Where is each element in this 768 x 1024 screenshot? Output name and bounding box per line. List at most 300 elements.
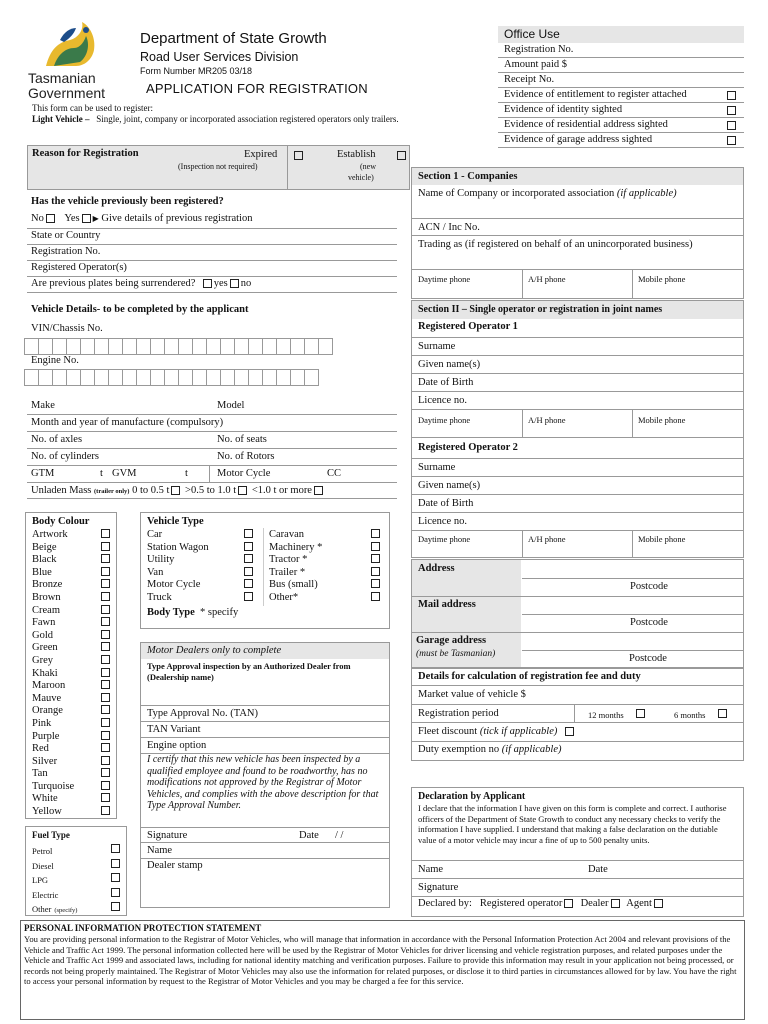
vehicle-type-checkbox[interactable] [371,567,380,576]
company-name-field[interactable] [412,185,743,219]
vehicle-type-label: Machinery * [269,541,323,553]
mail-postcode[interactable]: Postcode [630,617,668,628]
s1-daytime-phone[interactable]: Daytime phone [418,274,471,284]
vehicle-type-row [269,567,382,580]
registration-period-label: Registration period [418,708,499,719]
vehicle-type-checkbox[interactable] [371,542,380,551]
office-amount-paid[interactable]: Amount paid $ [498,58,744,73]
s1-phone-divider-2 [632,270,633,299]
op1-given-names[interactable]: Given name(s) [412,356,743,374]
unladen-note: (trailer only) [94,488,130,495]
garage-address-label: Garage address [416,635,487,646]
duty-exemption-note: (if applicable) [501,744,562,755]
body-colour-row [32,705,112,718]
plates-yes-checkbox[interactable] [203,279,212,288]
vehicle-type-row [147,592,255,605]
vehicle-type-label: Other* [269,591,299,603]
body-colour-label: Fawn [32,617,56,629]
fuel-type-label: Electric [32,889,59,900]
body-colour-label: Gold [32,629,53,641]
op2-mobile-phone[interactable]: Mobile phone [638,534,686,544]
establish-note-2: vehicle) [348,173,374,182]
body-colour-label: Bronze [32,579,63,591]
op2-phone-divider-1 [522,531,523,558]
declared-by-row [418,898,665,909]
light-vehicle-line [32,114,399,124]
body-colour-checkbox[interactable] [101,756,110,765]
evidence-residential-row [498,118,744,133]
s1-mobile-phone[interactable]: Mobile phone [638,274,686,284]
declared-agent-label: Agent [626,898,652,909]
previous-registration-question: Has the vehicle previously been registered? [31,196,224,207]
previous-yes-checkbox[interactable] [82,214,91,223]
body-colour-row [32,668,112,681]
gtm-unit: t [100,468,103,479]
op2-given-names[interactable]: Given name(s) [412,477,743,495]
declared-operator-checkbox[interactable] [564,899,573,908]
gtm-label[interactable]: GTM [31,468,55,479]
body-colour-row [32,768,112,781]
body-colour-checkbox[interactable] [101,743,110,752]
body-colour-checkbox[interactable] [101,579,110,588]
plates-surrendered-row [27,277,397,293]
motor-dealers-panel [140,642,390,908]
dealer-name-field[interactable]: Name [141,843,389,859]
vehicle-type-label: Station Wagon [147,541,209,553]
address-panel [411,559,744,668]
vehicle-type-checkbox[interactable] [244,554,253,563]
reason-divider [287,146,288,190]
evidence-entitlement-row [498,88,744,103]
form-number: Form Number MR205 03/18 [140,66,253,76]
body-colour-panel [25,512,117,819]
fee-details-panel [411,668,744,761]
address-inner-3 [522,650,743,651]
vehicle-type-label: Utility [147,554,175,566]
privacy-text: You are providing personal information to the Registrar of Motor Vehicles, who will manage that information in accordance with the Personal Information Protection Act 2004 and relevant provisions of the Vehicle and Traffic Act 1999. The personal information collected here will be used by the Registrar of Motor Vehicles for driver licensing and vehicle registration purposes, and related purposes under the Vehicle and Traffic Act 1999 and associated laws, including for national identity matching and verification purposes. Failure to provide this information may result in your application not being processed, or records not being properly maintained. The Registrar of Motor Vehicles may also use the information for related purposes, or disclose it to third parties in circumstances allowed for by law. You have the right to access your personal information by request to the Registrar of Motor Vehicles and you may be charged a fee for this service. [24,934,737,987]
body-colour-row [32,579,112,592]
vehicle-type-label: Caravan [269,529,304,540]
body-colour-checkbox[interactable] [101,529,110,538]
reason-label: Reason for Registration [32,148,139,159]
cylinders-rotors-row [27,449,397,466]
form-title: APPLICATION FOR REGISTRATION [146,81,368,96]
light-vehicle-label: Light Vehicle – [32,114,90,124]
body-colour-label: Red [32,743,49,755]
make-model-row [27,398,397,415]
op1-licence[interactable]: Licence no. [412,392,743,410]
axles-seats-row [27,432,397,449]
body-colour-checkbox[interactable] [101,731,110,740]
unladen-opt1-label: 0 to 0.5 t [132,485,170,496]
vin-label: VIN/Chassis No. [31,323,103,334]
operator1-title: Registered Operator 1 [418,321,518,332]
vehicle-type-checkbox[interactable] [244,529,253,538]
vehicle-type-label: Van [147,566,164,578]
body-colour-row [32,743,112,756]
evidence-identity-label: Evidence of identity sighted [504,104,623,115]
fleet-discount-checkbox[interactable] [565,727,574,736]
fuel-type-row [32,888,122,903]
declared-dealer-label: Dealer [580,898,609,909]
fuel-type-title: Fuel Type [32,830,70,840]
body-colour-row [32,793,112,806]
mass-row [27,466,397,483]
address-divider-1 [412,596,743,597]
fuel-type-checkbox[interactable] [111,902,120,911]
fuel-other-specify: (specify) [54,907,78,914]
body-colour-row [32,806,112,819]
body-type-label: Body Type [147,607,195,618]
body-colour-row [32,617,112,630]
unladen-label: Unladen Mass [31,485,92,496]
tan-variant-field[interactable]: TAN Variant [141,722,389,738]
vehicle-type-row [147,554,255,567]
fuel-type-checkbox[interactable] [111,844,120,853]
body-colour-checkbox[interactable] [101,655,110,664]
seats-label[interactable]: No. of seats [217,434,267,445]
mass-divider [209,466,210,482]
vehicle-details-title: Vehicle Details- to be completed by the applicant [31,304,249,315]
body-colour-checkbox[interactable] [101,693,110,702]
vehicle-type-label: Tractor * [269,554,308,566]
previous-no-checkbox[interactable] [46,214,55,223]
op2-title-row [412,438,743,459]
cc-label: CC [327,468,342,479]
section1-companies-panel [411,167,744,299]
unladen-opt1-checkbox[interactable] [171,486,180,495]
op2-licence[interactable]: Licence no. [412,513,743,531]
arrow-right-icon: ▶ [92,214,99,223]
body-colour-checkbox[interactable] [101,806,110,815]
vehicle-type-row [269,542,382,555]
trading-as-field[interactable]: Trading as (if registered on behalf of an unincorporated business) [412,236,743,270]
gvm-unit: t [185,468,188,479]
mail-address-label: Mail address [418,599,476,610]
vehicle-type-row [147,529,255,542]
previous-registered-operators[interactable]: Registered Operator(s) [27,261,397,277]
dealer-signature-label[interactable]: Signature [147,830,188,841]
fuel-type-checkbox[interactable] [111,873,120,882]
unladen-opt3-checkbox[interactable] [314,486,323,495]
division-name: Road User Services Division [140,50,299,64]
vehicle-type-checkbox[interactable] [371,579,380,588]
motor-cycle-label[interactable]: Motor Cycle [217,468,271,479]
body-colour-checkbox[interactable] [101,617,110,626]
thylacine-logo-icon [40,20,102,70]
fee-title-row [412,669,743,686]
vehicle-type-row [269,592,382,605]
garage-postcode[interactable]: Postcode [629,653,667,664]
company-name-label: Name of Company or incorporated association [418,188,615,199]
rotors-label[interactable]: No. of Rotors [217,451,275,462]
body-colour-checkbox[interactable] [101,668,110,677]
tan-field[interactable]: Type Approval No. (TAN) [141,706,389,722]
body-colour-row [32,554,112,567]
make-label[interactable]: Make [31,400,55,411]
months-6-checkbox[interactable] [718,709,727,718]
fuel-type-label: LPG [32,875,49,885]
unladen-opt3-label: <1.0 t or more [251,485,312,496]
duty-exemption-label: Duty exemption no [418,744,500,755]
vehicle-type-checkbox[interactable] [244,579,253,588]
office-use-panel [498,26,744,152]
vehicle-type-checkbox[interactable] [244,592,253,601]
declaration-date[interactable]: Date [588,864,608,875]
vehicle-type-col2 [269,529,382,605]
op1-phone-divider-1 [522,410,523,437]
plates-question: Are previous plates being surrendered? [31,278,196,289]
establish-label: Establish [337,149,376,160]
body-colour-label: Purple [32,730,60,742]
intro-text: This form can be used to register: [32,103,153,113]
body-colour-checkbox[interactable] [101,705,110,714]
body-colour-label: Grey [32,654,53,666]
fuel-type-list [32,844,122,919]
vehicle-type-checkbox[interactable] [244,542,253,551]
evidence-garage-row [498,133,744,148]
body-colour-label: Cream [32,604,60,616]
fuel-type-checkbox[interactable] [111,859,120,868]
address-postcode[interactable]: Postcode [630,581,668,592]
fuel-type-row [32,844,122,859]
garage-address-note: (must be Tasmanian) [416,649,496,659]
body-colour-label: Green [32,642,58,654]
privacy-statement-panel [20,920,745,1020]
body-colour-label: Tan [32,768,48,780]
fuel-type-row [32,873,122,888]
months-12-checkbox[interactable] [636,709,645,718]
fee-title: Details for calculation of registration fee and duty [418,671,641,682]
op2-daytime-phone[interactable]: Daytime phone [418,534,471,544]
light-vehicle-text: Single, joint, company or incorporated association registered operators only trailers. [96,114,399,124]
evidence-entitlement-checkbox[interactable] [727,91,736,100]
s1-phone-divider-1 [522,270,523,299]
dealer-signature-row [141,827,389,843]
fuel-type-panel [25,826,127,916]
section1-title: Section 1 - Companies [412,168,743,185]
body-colour-row [32,781,112,794]
vehicle-type-label: Car [147,529,163,540]
acn-field[interactable]: ACN / Inc No. [412,219,743,236]
vehicle-type-label: Bus (small) [269,579,318,591]
evidence-entitlement-label: Evidence of entitlement to register attached [504,89,687,100]
body-colour-checkbox[interactable] [101,768,110,777]
declaration-panel [411,787,744,917]
fuel-type-label: Diesel [32,860,54,871]
fuel-type-label: Petrol [32,846,53,856]
op1-surname[interactable]: Surname [412,338,743,356]
evidence-identity-checkbox[interactable] [727,106,736,115]
address-label: Address [418,563,455,574]
body-colour-checkbox[interactable] [101,781,110,790]
fleet-discount-row [412,723,743,742]
declared-dealer-checkbox[interactable] [611,899,620,908]
registration-period-row [412,705,743,723]
dealer-date-separator: / / [335,830,344,841]
op2-dob[interactable]: Date of Birth [412,495,743,513]
body-colour-checkbox[interactable] [101,605,110,614]
body-colour-checkbox[interactable] [101,680,110,689]
body-colour-label: Pink [32,717,52,729]
body-colour-checkbox[interactable] [101,542,110,551]
declared-agent-checkbox[interactable] [654,899,663,908]
body-colour-checkbox[interactable] [101,718,110,727]
body-colour-label: Yellow [32,806,62,818]
body-type-specify: * specify [200,607,239,618]
op1-title-row [412,319,743,338]
body-colour-row [32,718,112,731]
body-colour-label: Khaki [32,667,58,679]
body-colour-checkbox[interactable] [101,592,110,601]
declaration-text: I declare that the information I have given on this form is complete and correct. I authorise officers of the Department of State Growth to conduct any necessary checks to verify the information I have supplied. I understand that making a false declaration on the dutiable value of a motor vehicle may incur a fine of up to 500 penalty units. [418,803,727,845]
op1-ah-phone[interactable]: A/H phone [528,415,566,425]
declaration-title: Declaration by Applicant [418,791,526,802]
body-colour-checkbox[interactable] [101,793,110,802]
address-inner-1 [522,578,743,579]
body-colour-label: Black [32,554,57,566]
declaration-name[interactable]: Name [418,864,444,875]
declaration-name-row [412,860,743,879]
vehicle-type-checkbox[interactable] [371,529,380,538]
fuel-type-checkbox[interactable] [111,888,120,897]
declared-by-label: Declared by: [418,898,472,909]
evidence-garage-label: Evidence of garage address sighted [504,134,653,145]
op1-daytime-phone[interactable]: Daytime phone [418,415,471,425]
office-registration-no[interactable]: Registration No. [498,43,744,58]
vehicle-type-label: Motor Cycle [147,579,201,591]
op1-dob[interactable]: Date of Birth [412,374,743,392]
establish-note-1: (new [360,162,376,171]
body-colour-row [32,655,112,668]
body-colour-list [32,529,112,819]
previous-give-details: Give details of previous registration [101,213,253,224]
body-colour-label: White [32,793,58,805]
section2-title: Section II – Single operator or registration in joint names [412,301,743,319]
op1-phone-divider-2 [632,410,633,437]
declared-operator-label: Registered operator [479,898,563,909]
dealer-stamp-label[interactable]: Dealer stamp [147,860,203,871]
department-name: Department of State Growth [140,30,327,47]
fuel-type-row [32,902,122,919]
body-colour-checkbox[interactable] [101,630,110,639]
plates-no-checkbox[interactable] [230,279,239,288]
body-colour-label: Blue [32,566,52,578]
plates-yes-label: yes [213,278,228,289]
vehicle-type-row [269,579,382,592]
office-receipt-no[interactable]: Receipt No. [498,73,744,88]
op2-phone-divider-2 [632,531,633,558]
section2-operators-panel [411,300,744,558]
previous-no-label: No [31,213,44,224]
body-type-row[interactable] [147,607,238,618]
vehicle-type-checkbox[interactable] [244,567,253,576]
previous-yes-no-row [27,212,397,229]
body-colour-row [32,693,112,706]
dealer-date-label[interactable]: Date [299,830,319,841]
tasmanian-government-logo [28,20,106,101]
engine-label: Engine No. [31,355,79,366]
body-colour-title: Body Colour [32,516,90,527]
evidence-residential-checkbox[interactable] [727,121,736,130]
expired-label: Expired [244,149,278,160]
manufacture-date[interactable]: Month and year of manufacture (compulsory) [27,415,397,432]
months-6-label: 6 months [674,710,706,720]
unladen-opt2-checkbox[interactable] [238,486,247,495]
establish-checkbox[interactable] [397,151,406,160]
engine-cells[interactable] [24,369,318,386]
expired-checkbox[interactable] [294,151,303,160]
type-approval-from[interactable]: Type Approval inspection by an Authorized Dealer from (Dealership name) [147,661,351,682]
market-value-field[interactable]: Market value of vehicle $ [412,686,743,705]
engine-option-field[interactable]: Engine option [141,738,389,754]
duty-exemption-row[interactable] [418,744,561,755]
evidence-garage-checkbox[interactable] [727,136,736,145]
body-colour-checkbox[interactable] [101,567,110,576]
cylinders-label[interactable]: No. of cylinders [31,451,99,462]
vin-cells[interactable] [24,338,332,355]
logo-line-government: Government [28,85,106,101]
axles-label[interactable]: No. of axles [31,434,83,445]
reason-for-registration [27,145,410,190]
body-colour-row [32,680,112,693]
fleet-discount-note: (tick if applicable) [479,726,558,737]
previous-registration-no[interactable]: Registration No. [27,245,397,261]
vehicle-type-checkbox[interactable] [371,554,380,563]
body-colour-label: Turquoise [32,780,75,792]
body-colour-row [32,642,112,655]
dealer-spacer-row [141,692,389,706]
vehicle-type-row [147,542,255,555]
vehicle-type-row [269,554,382,567]
body-colour-checkbox[interactable] [101,554,110,563]
op2-phones-row [412,531,743,558]
op1-phones-row [412,410,743,438]
evidence-residential-label: Evidence of residential address sighted [504,119,668,130]
op2-surname[interactable]: Surname [412,459,743,477]
gvm-label[interactable]: GVM [112,468,137,479]
vehicle-type-label: Truck [147,591,172,603]
vehicle-type-title: Vehicle Type [147,516,204,527]
body-colour-row [32,605,112,618]
body-colour-row [32,592,112,605]
privacy-title: PERSONAL INFORMATION PROTECTION STATEMENT [24,923,262,933]
vehicle-type-divider [263,528,264,606]
op2-ah-phone[interactable]: A/H phone [528,534,566,544]
office-use-title: Office Use [498,26,744,43]
declaration-signature[interactable]: Signature [412,879,743,897]
op1-mobile-phone[interactable]: Mobile phone [638,415,686,425]
body-colour-row [32,542,112,555]
logo-line-tasmanian: Tasmanian [28,70,96,86]
address-inner-2 [522,614,743,615]
body-colour-checkbox[interactable] [101,642,110,651]
vehicle-type-checkbox[interactable] [371,592,380,601]
model-label[interactable]: Model [217,400,245,411]
operator2-title: Registered Operator 2 [418,442,518,453]
period-divider [574,705,575,722]
body-colour-label: Silver [32,755,58,767]
previous-state-country[interactable]: State or Country [27,229,397,245]
vehicle-type-panel [140,512,390,629]
company-if-applicable: (if applicable) [616,188,677,199]
evidence-identity-row [498,103,744,118]
body-colour-label: Mauve [32,692,62,704]
body-colour-label: Brown [32,591,61,603]
body-colour-row [32,567,112,580]
s1-ah-phone[interactable]: A/H phone [528,274,566,284]
vehicle-type-col1 [147,529,255,605]
